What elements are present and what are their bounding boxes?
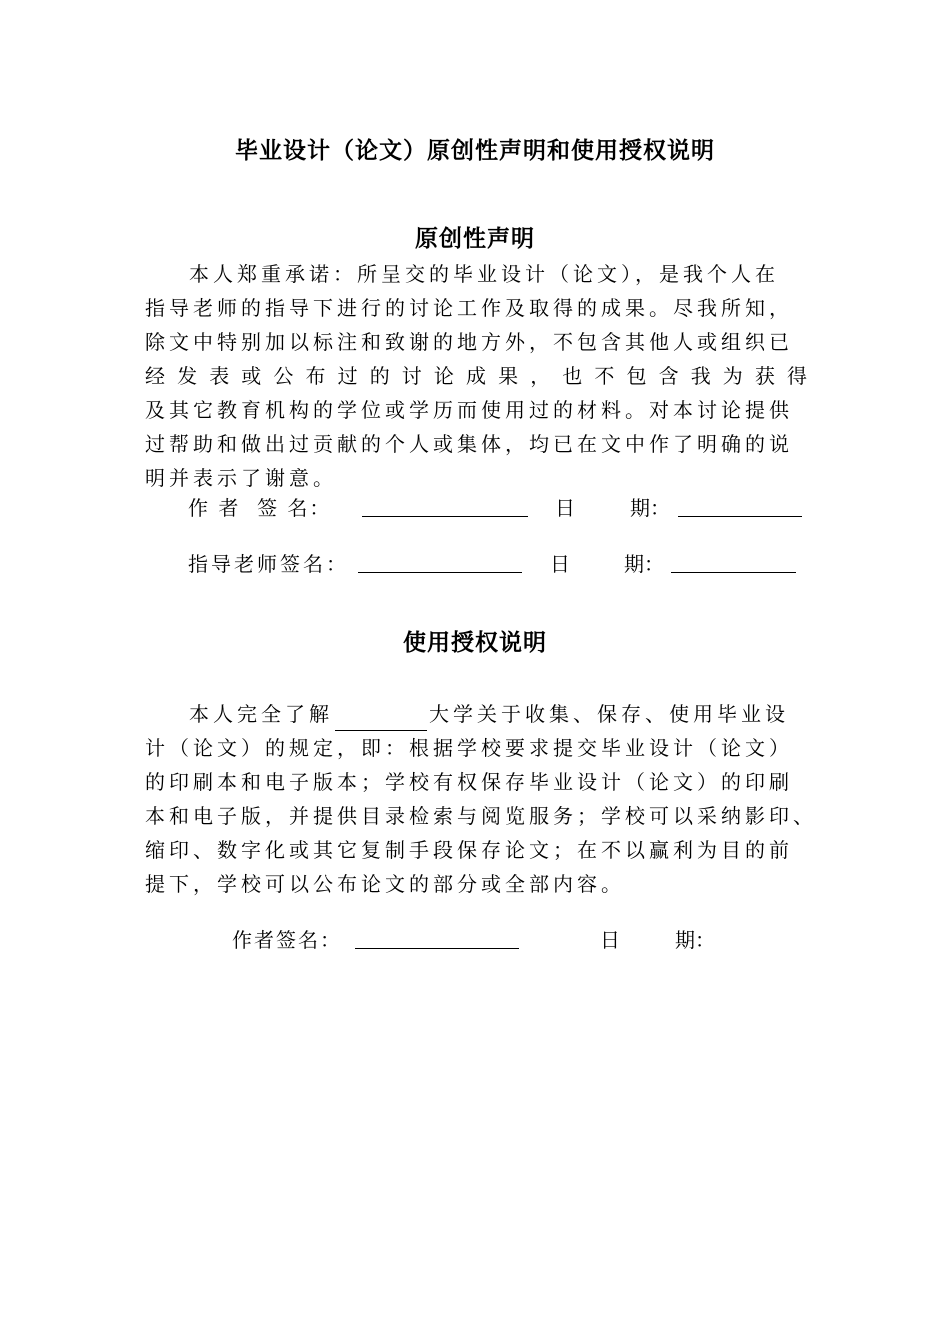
- advisor-date-label-period: 期：: [624, 552, 664, 576]
- originality-line-4: 经发表或公布过的讨论成果，也不包含我为获得: [145, 364, 807, 388]
- authorization-line-1: [145, 697, 807, 731]
- author-date-field[interactable]: [678, 516, 802, 517]
- authorization-date-label-period: 期：: [675, 928, 715, 952]
- authorization-signature-row: [0, 925, 950, 955]
- originality-line-2: 指导老师的指导下进行的讨论工作及取得的成果。尽我所知，: [145, 296, 793, 320]
- originality-line-5: 及其它教育机构的学位或学历而使用过的材料。对本讨论提供: [145, 398, 793, 422]
- author-signature-row: [0, 493, 950, 523]
- university-name-field[interactable]: [335, 708, 427, 731]
- advisor-signature-label: 指导老师签名：: [188, 552, 349, 576]
- authorization-line-1-before: 本人完全了解: [189, 702, 333, 726]
- authorization-heading: 使用授权说明: [403, 630, 547, 656]
- author-signature-field[interactable]: [362, 516, 528, 517]
- authorization-line-2: 计（论文）的规定，即：根据学校要求提交毕业设计（论文）: [145, 736, 793, 760]
- originality-line-7: 明并表示了谢意。: [145, 466, 337, 490]
- authorization-signature-label: 作者签名：: [232, 928, 342, 952]
- authorization-line-5: 缩印、数字化或其它复制手段保存论文；在不以赢利为目的前: [145, 838, 793, 862]
- date-label-day: 日: [555, 496, 575, 520]
- authorization-line-4: 本和电子版，并提供目录检索与阅览服务；学校可以采纳影印、: [145, 804, 817, 828]
- authorization-line-3: 的印刷本和电子版本；学校有权保存毕业设计（论文）的印刷: [145, 770, 793, 794]
- originality-line-1: 本人郑重承诺：所呈交的毕业设计（论文），是我个人在: [189, 262, 779, 286]
- originality-line-3: 除文中特别加以标注和致谢的地方外，不包含其他人或组织已: [145, 330, 793, 354]
- author-signature-label: 作 者 签 名：: [188, 496, 332, 520]
- authorization-line-1-after: 大学关于收集、保存、使用毕业设: [429, 702, 789, 726]
- authorization-line-6: 提下，学校可以公布论文的部分或全部内容。: [145, 872, 625, 896]
- originality-paragraph: [145, 257, 807, 495]
- advisor-date-label-day: 日: [550, 552, 570, 576]
- advisor-signature-field[interactable]: [358, 572, 522, 573]
- authorization-date-label-day: 日: [600, 928, 620, 952]
- date-label-period: 期：: [630, 496, 670, 520]
- originality-line-6: 过帮助和做出过贡献的个人或集体，均已在文中作了明确的说: [145, 432, 793, 456]
- authorization-paragraph: [145, 697, 817, 901]
- document-title: 毕业设计（论文）原创性声明和使用授权说明: [235, 138, 715, 164]
- advisor-signature-row: [0, 549, 950, 579]
- authorization-signature-field[interactable]: [355, 948, 519, 949]
- advisor-date-field[interactable]: [671, 572, 796, 573]
- originality-heading: 原创性声明: [415, 226, 535, 252]
